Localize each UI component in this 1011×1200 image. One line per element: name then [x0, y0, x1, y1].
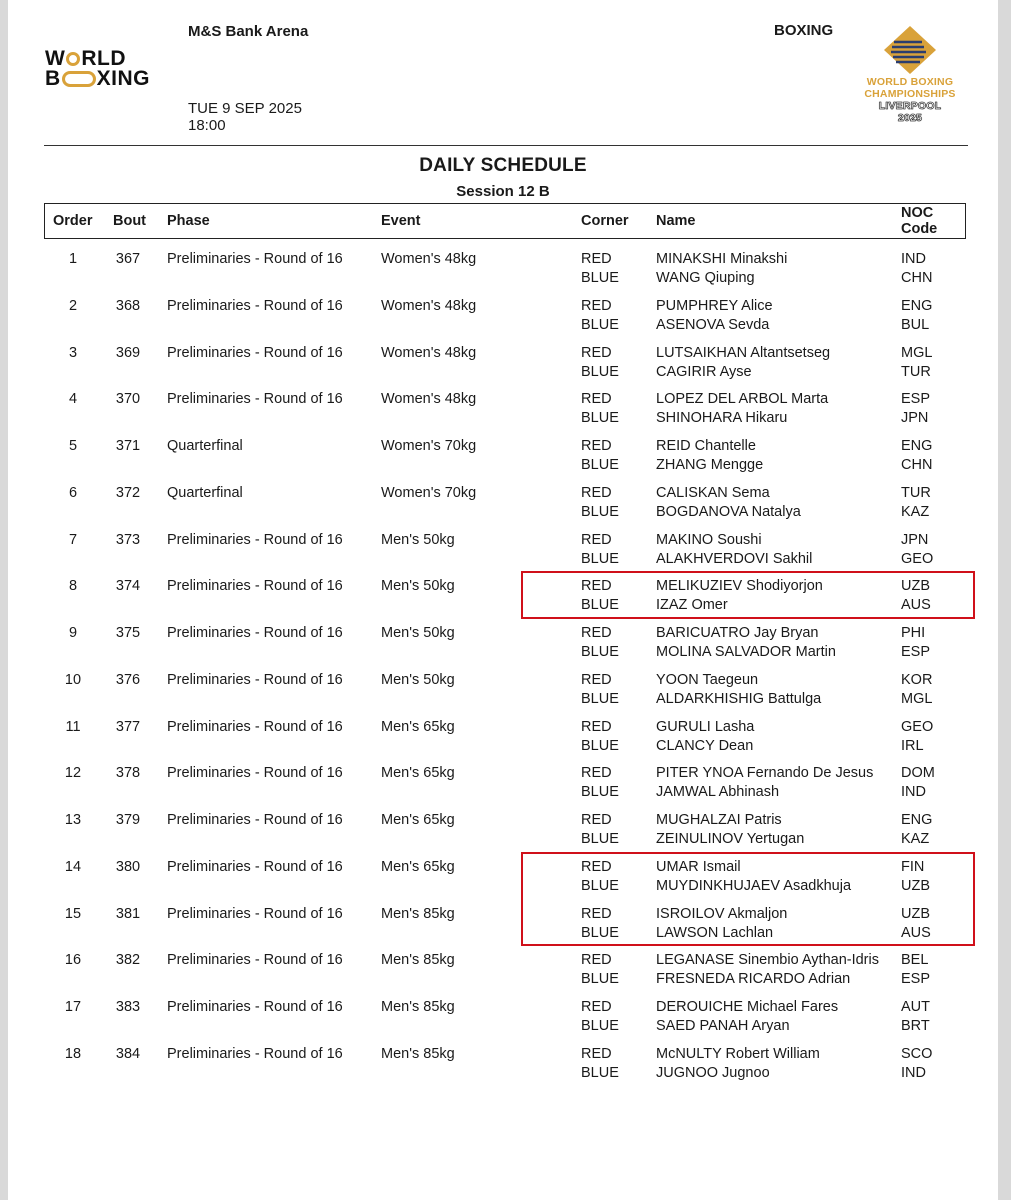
- event-cell: Men's 50kg: [381, 625, 455, 641]
- red-corner-label: RED: [581, 999, 612, 1015]
- blue-noc-code: KAZ: [901, 831, 930, 847]
- red-noc-code: ENG: [901, 297, 933, 314]
- blue-noc-code: ESP: [901, 644, 931, 660]
- order-cell: 16: [64, 952, 82, 969]
- logo-text: WORLD BOXING: [866, 76, 954, 88]
- red-noc-code: FIN: [901, 858, 925, 875]
- col-name: Name: [656, 213, 696, 229]
- blue-boxer-name: FRESNEDA RICARDO Adrian: [656, 971, 851, 988]
- championships-logo: [854, 24, 966, 134]
- blue-corner-label: BLUE: [581, 316, 619, 333]
- event-cell: Men's 85kg: [381, 999, 455, 1015]
- blue-boxer-name: ALAKHVERDOVI Sakhil: [656, 550, 813, 567]
- logo-text: CHAMPIONSHIPS: [864, 88, 956, 100]
- table-row: [8, 391, 998, 438]
- blue-boxer-name: JUGNOO Jugnoo: [656, 1064, 770, 1081]
- blue-boxer-name: SAED PANAH Aryan: [656, 1018, 790, 1034]
- red-corner-label: RED: [581, 671, 612, 688]
- blue-corner-label: BLUE: [581, 457, 619, 473]
- red-corner-label: RED: [581, 484, 612, 501]
- blue-corner-label: BLUE: [581, 690, 619, 707]
- order-cell: 14: [64, 858, 82, 875]
- blue-noc-code: CHN: [901, 457, 933, 473]
- blue-boxer-name: ZHANG Mengge: [656, 457, 764, 473]
- phase-cell: Preliminaries - Round of 16: [167, 765, 343, 782]
- blue-boxer-name: IZAZ Omer: [656, 597, 728, 614]
- red-corner-label: RED: [581, 905, 612, 922]
- phase-cell: Preliminaries - Round of 16: [167, 297, 343, 314]
- blue-boxer-name: MUYDINKHUJAEV Asadkhuja: [656, 877, 852, 894]
- red-corner-label: RED: [581, 391, 612, 408]
- event-cell: Men's 65kg: [381, 812, 455, 828]
- red-corner-label: RED: [581, 1045, 612, 1062]
- blue-corner-label: BLUE: [581, 877, 619, 894]
- blue-noc-code: AUS: [901, 924, 931, 941]
- blue-boxer-name: JAMWAL Abhinash: [656, 784, 780, 801]
- blue-noc-code: JPN: [901, 410, 929, 427]
- blue-corner-label: BLUE: [581, 270, 619, 286]
- event-cell: Men's 85kg: [381, 952, 455, 969]
- col-phase: Phase: [167, 213, 210, 229]
- blue-corner-label: BLUE: [581, 784, 619, 801]
- blue-noc-code: KAZ: [901, 503, 930, 520]
- blue-corner-label: BLUE: [581, 503, 619, 520]
- event-cell: Women's 48kg: [381, 391, 477, 408]
- blue-corner-label: BLUE: [581, 737, 619, 754]
- blue-noc-code: CHN: [901, 270, 933, 286]
- blue-noc-code: IND: [901, 784, 926, 801]
- blue-boxer-name: MOLINA SALVADOR Martin: [656, 644, 836, 660]
- event-cell: Men's 50kg: [381, 671, 455, 688]
- bout-cell: 376: [115, 671, 141, 688]
- page-title: DAILY SCHEDULE: [419, 155, 587, 176]
- table-row: [8, 952, 998, 999]
- blue-boxer-name: CLANCY Dean: [656, 737, 754, 754]
- blue-corner-label: BLUE: [581, 597, 619, 614]
- red-boxer-name: PUMPHREY Alice: [656, 297, 773, 314]
- phase-cell: Preliminaries - Round of 16: [167, 812, 343, 828]
- bout-cell: 367: [115, 251, 141, 267]
- blue-corner-label: BLUE: [581, 1018, 619, 1034]
- red-noc-code: AUT: [901, 999, 930, 1015]
- col-order: Order: [53, 213, 93, 229]
- event-cell: Women's 70kg: [381, 484, 477, 501]
- red-corner-label: RED: [581, 812, 612, 828]
- red-boxer-name: CALISKAN Sema: [656, 484, 770, 501]
- event-cell: Women's 48kg: [381, 251, 477, 267]
- phase-cell: Preliminaries - Round of 16: [167, 718, 343, 735]
- table-row: [8, 298, 998, 345]
- red-noc-code: UZB: [901, 905, 930, 922]
- blue-noc-code: ESP: [901, 971, 931, 988]
- table-row: [8, 251, 998, 298]
- order-cell: 10: [64, 671, 82, 688]
- diamond-emblem-icon: [882, 24, 938, 76]
- bout-cell: 372: [115, 484, 141, 501]
- red-noc-code: BEL: [901, 952, 929, 969]
- blue-noc-code: IND: [901, 1064, 926, 1081]
- red-boxer-name: YOON Taegeun: [656, 671, 759, 688]
- red-corner-label: RED: [581, 858, 612, 875]
- order-cell: 12: [64, 765, 82, 782]
- red-noc-code: MGL: [901, 344, 933, 361]
- order-cell: 8: [68, 578, 78, 595]
- red-noc-code: GEO: [901, 718, 934, 735]
- red-boxer-name: McNULTY Robert William: [656, 1045, 820, 1062]
- blue-noc-code: AUS: [901, 597, 931, 614]
- highlight-box: [521, 571, 975, 619]
- header-divider: [44, 145, 968, 146]
- red-boxer-name: ISROILOV Akmaljon: [656, 905, 788, 922]
- order-cell: 11: [65, 718, 81, 735]
- red-corner-label: RED: [581, 251, 612, 267]
- red-noc-code: ENG: [901, 812, 933, 828]
- red-noc-code: JPN: [901, 531, 929, 548]
- red-boxer-name: LEGANASE Sinembio Aythan-Idris: [656, 952, 879, 969]
- table-row: [8, 719, 998, 766]
- blue-boxer-name: LAWSON Lachlan: [656, 924, 774, 941]
- red-boxer-name: PITER YNOA Fernando De Jesus: [656, 765, 874, 782]
- logo-text: LIVERPOOL: [878, 100, 942, 112]
- logo-ring-icon: [66, 52, 80, 66]
- table-row: [8, 999, 998, 1046]
- red-boxer-name: MUGHALZAI Patris: [656, 812, 782, 828]
- red-boxer-name: UMAR Ismail: [656, 858, 741, 875]
- phase-cell: Preliminaries - Round of 16: [167, 905, 343, 922]
- red-corner-label: RED: [581, 718, 612, 735]
- bout-cell: 371: [115, 438, 141, 454]
- phase-cell: Preliminaries - Round of 16: [167, 1045, 343, 1062]
- phase-cell: Preliminaries - Round of 16: [167, 251, 343, 267]
- event-cell: Men's 50kg: [381, 531, 455, 548]
- order-cell: 17: [64, 999, 82, 1015]
- order-cell: 3: [68, 344, 78, 361]
- phase-cell: Quarterfinal: [167, 438, 243, 454]
- blue-corner-label: BLUE: [581, 550, 619, 567]
- order-cell: 2: [68, 297, 78, 314]
- red-boxer-name: LOPEZ DEL ARBOL Marta: [656, 391, 829, 408]
- red-noc-code: ENG: [901, 438, 933, 454]
- bout-cell: 369: [115, 344, 141, 361]
- order-cell: 1: [68, 251, 78, 267]
- phase-cell: Preliminaries - Round of 16: [167, 344, 343, 361]
- col-noc-code: Code: [901, 221, 938, 237]
- event-cell: Men's 50kg: [381, 578, 455, 595]
- schedule-page: [8, 0, 998, 1200]
- blue-corner-label: BLUE: [581, 644, 619, 660]
- bout-cell: 370: [115, 391, 141, 408]
- red-boxer-name: MELIKUZIEV Shodiyorjon: [656, 578, 823, 595]
- blue-boxer-name: BOGDANOVA Natalya: [656, 503, 801, 520]
- red-boxer-name: BARICUATRO Jay Bryan: [656, 625, 819, 641]
- order-cell: 4: [68, 391, 78, 408]
- blue-boxer-name: ASENOVA Sevda: [656, 316, 770, 333]
- red-noc-code: DOM: [901, 765, 935, 782]
- red-noc-code: TUR: [901, 484, 931, 501]
- table-row: [8, 625, 998, 672]
- blue-noc-code: MGL: [901, 690, 933, 707]
- bout-cell: 384: [115, 1045, 141, 1062]
- blue-noc-code: UZB: [901, 877, 930, 894]
- logo-ring-icon: [62, 71, 96, 87]
- red-noc-code: UZB: [901, 578, 930, 595]
- red-corner-label: RED: [581, 952, 612, 969]
- blue-corner-label: BLUE: [581, 831, 619, 847]
- col-noc: NOC: [901, 205, 934, 221]
- event-cell: Women's 48kg: [381, 344, 477, 361]
- blue-noc-code: BRT: [901, 1018, 930, 1034]
- blue-corner-label: BLUE: [581, 924, 619, 941]
- phase-cell: Preliminaries - Round of 16: [167, 625, 343, 641]
- red-corner-label: RED: [581, 297, 612, 314]
- red-noc-code: IND: [901, 251, 926, 267]
- logo-text: 2025: [897, 112, 923, 124]
- order-cell: 5: [68, 438, 78, 454]
- bout-cell: 382: [115, 952, 141, 969]
- red-boxer-name: MINAKSHI Minakshi: [656, 251, 788, 267]
- blue-corner-label: BLUE: [581, 1064, 619, 1081]
- table-row: [8, 438, 998, 485]
- phase-cell: Preliminaries - Round of 16: [167, 952, 343, 969]
- table-row: [8, 672, 998, 719]
- order-cell: 15: [64, 905, 82, 922]
- red-boxer-name: GURULI Lasha: [656, 718, 755, 735]
- bout-cell: 379: [115, 812, 141, 828]
- blue-noc-code: GEO: [901, 550, 934, 567]
- blue-boxer-name: CAGIRIR Ayse: [656, 363, 752, 380]
- phase-cell: Preliminaries - Round of 16: [167, 858, 343, 875]
- event-cell: Women's 70kg: [381, 438, 477, 454]
- red-corner-label: RED: [581, 438, 612, 454]
- col-event: Event: [381, 213, 421, 229]
- bout-cell: 381: [115, 905, 141, 922]
- red-noc-code: KOR: [901, 671, 933, 688]
- date: TUE 9 SEP 2025: [188, 100, 302, 117]
- table-row: [8, 485, 998, 532]
- blue-corner-label: BLUE: [581, 410, 619, 427]
- bout-cell: 377: [115, 718, 141, 735]
- blue-noc-code: IRL: [901, 737, 924, 754]
- event-cell: Men's 65kg: [381, 718, 455, 735]
- phase-cell: Preliminaries - Round of 16: [167, 531, 343, 548]
- bout-cell: 373: [115, 531, 141, 548]
- bout-cell: 383: [115, 999, 141, 1015]
- event-cell: Women's 48kg: [381, 297, 477, 314]
- red-boxer-name: REID Chantelle: [656, 438, 756, 454]
- sport: BOXING: [774, 22, 834, 39]
- blue-boxer-name: SHINOHARA Hikaru: [656, 410, 788, 427]
- order-cell: 18: [64, 1045, 82, 1062]
- col-bout: Bout: [113, 213, 147, 229]
- red-boxer-name: DEROUICHE Michael Fares: [656, 999, 839, 1015]
- red-corner-label: RED: [581, 344, 612, 361]
- phase-cell: Quarterfinal: [167, 484, 243, 501]
- session-subtitle: Session 12 B: [456, 183, 550, 200]
- bout-cell: 368: [115, 297, 141, 314]
- blue-boxer-name: WANG Qiuping: [656, 270, 755, 286]
- red-noc-code: PHI: [901, 625, 926, 641]
- blue-boxer-name: ALDARKHISHIG Battulga: [656, 690, 822, 707]
- bout-cell: 380: [115, 858, 141, 875]
- red-noc-code: ESP: [901, 391, 931, 408]
- order-cell: 13: [64, 812, 82, 828]
- red-corner-label: RED: [581, 578, 612, 595]
- event-cell: Men's 65kg: [381, 765, 455, 782]
- table-row: [8, 765, 998, 812]
- blue-corner-label: BLUE: [581, 363, 619, 380]
- bout-cell: 378: [115, 765, 141, 782]
- phase-cell: Preliminaries - Round of 16: [167, 578, 343, 595]
- phase-cell: Preliminaries - Round of 16: [167, 999, 343, 1015]
- blue-noc-code: BUL: [901, 316, 930, 333]
- phase-cell: Preliminaries - Round of 16: [167, 391, 343, 408]
- red-noc-code: SCO: [901, 1045, 933, 1062]
- col-corner: Corner: [581, 213, 629, 229]
- table-row: [8, 1046, 998, 1093]
- blue-noc-code: TUR: [901, 363, 931, 380]
- bout-cell: 374: [115, 578, 141, 595]
- world-boxing-logo: W RLD B XING: [45, 47, 151, 90]
- table-row: [8, 345, 998, 392]
- red-corner-label: RED: [581, 531, 612, 548]
- venue: M&S Bank Arena: [188, 23, 309, 40]
- event-cell: Men's 85kg: [381, 1045, 455, 1062]
- event-cell: Men's 65kg: [381, 858, 455, 875]
- red-corner-label: RED: [581, 625, 612, 641]
- bout-cell: 375: [115, 625, 141, 641]
- time: 18:00: [188, 117, 226, 134]
- phase-cell: Preliminaries - Round of 16: [167, 671, 343, 688]
- highlight-box: [521, 852, 975, 946]
- event-cell: Men's 85kg: [381, 905, 455, 922]
- order-cell: 6: [68, 484, 78, 501]
- order-cell: 9: [68, 625, 78, 641]
- red-boxer-name: MAKINO Soushi: [656, 531, 762, 548]
- red-corner-label: RED: [581, 765, 612, 782]
- red-boxer-name: LUTSAIKHAN Altantsetseg: [656, 344, 831, 361]
- order-cell: 7: [68, 531, 78, 548]
- blue-boxer-name: ZEINULINOV Yertugan: [656, 831, 805, 847]
- blue-corner-label: BLUE: [581, 971, 619, 988]
